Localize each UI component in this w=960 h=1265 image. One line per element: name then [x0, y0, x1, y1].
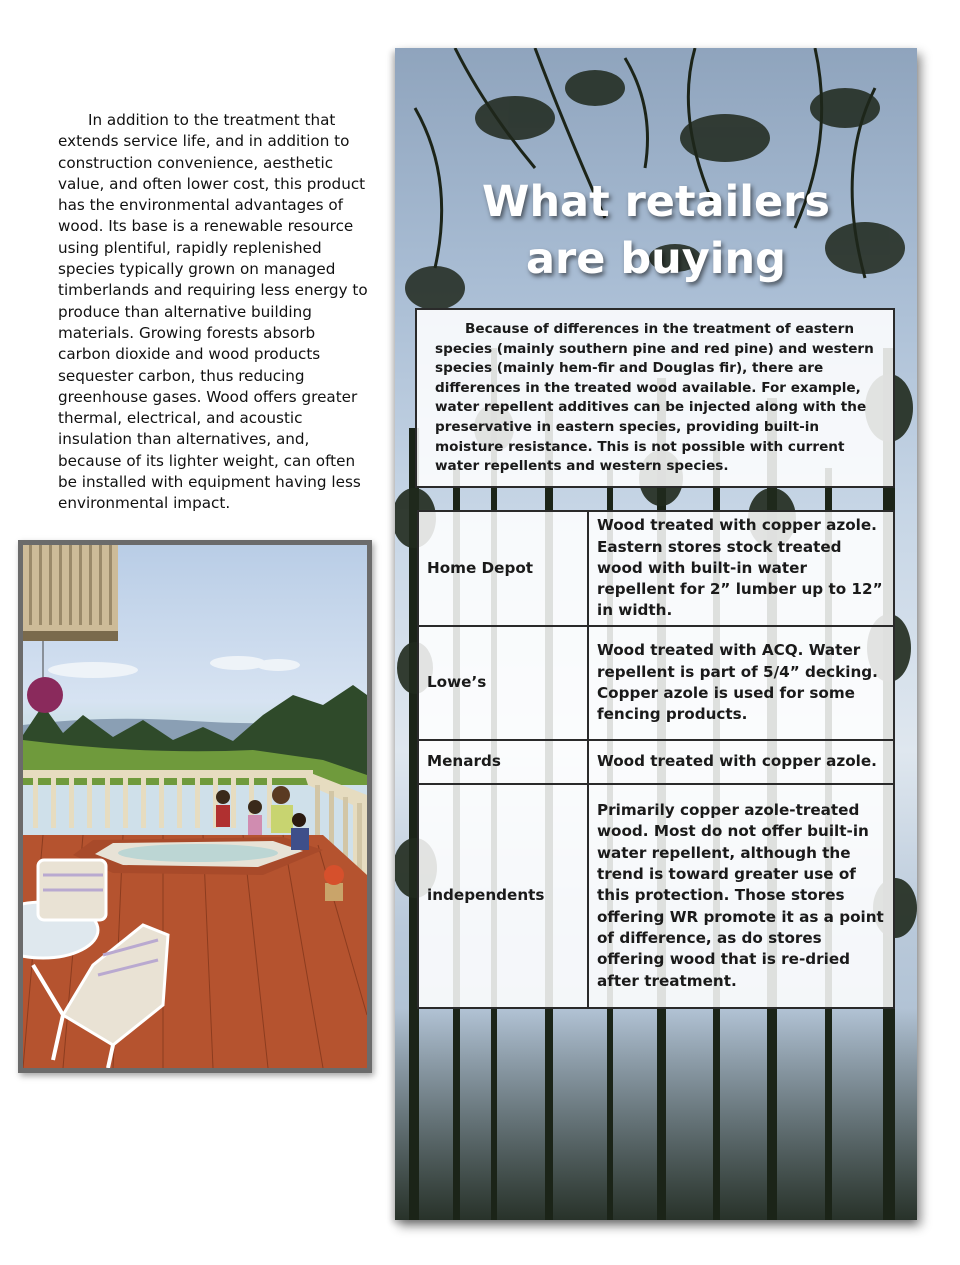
sidebar-headline [395, 174, 917, 288]
retailers-sidebar [395, 48, 917, 1220]
retailer-name: Menards [418, 740, 588, 784]
retailer-description: Primarily copper azole-treated wood. Most do not offer built-in water repellent, although the trend is toward greater use of this protection. Those stores offering WR promote it as a point of difference, as do stores offering wood that is re-dried after treatment. [588, 784, 894, 1008]
deck-photo [23, 545, 367, 1068]
table-row [418, 784, 894, 1008]
table-row [418, 511, 894, 626]
retailer-description: Wood treated with ACQ. Water repellent is part of 5/4” decking. Copper azole is used for some fencing products. [588, 626, 894, 740]
deck-photo-frame [18, 540, 372, 1073]
table-row [418, 626, 894, 740]
headline-line-2: are buying [526, 234, 786, 284]
retailer-name: independents [418, 784, 588, 1008]
retailer-description: Wood treated with copper azole. [588, 740, 894, 784]
table-row [418, 740, 894, 784]
intro-box: Because of differences in the treatment of eastern species (mainly southern pine and red pine) and western species (mainly hem-fir and Douglas fir), there are differences in the treated wood available. For example, water repellent additives can be injected along with the preservative in eastern species, providing built-in moisture resistance. This is not possible with current water repellents and western species. [415, 308, 895, 488]
retailers-table [417, 510, 895, 1009]
retailer-name: Home Depot [418, 511, 588, 626]
retailer-description: Wood treated with copper azole. Eastern stores stock treated wood with built-in water repellent for 2” lumber up to 12” in width. [588, 511, 894, 626]
retailer-name: Lowe’s [418, 626, 588, 740]
article-paragraph: In addition to the treatment that extends service life, and in addition to construction convenience, aesthetic value, and often lower cost, this product has the environmental advantages of wood. Its base is a renewable resource using plentiful, rapidly replenished species typically grown on managed timberlands and requiring less energy to produce than alternative building materials. Growing forests absorb carbon dioxide and wood products sequester carbon, thus reducing greenhouse gases. Wood offers greater thermal, electrical, and acoustic insulation than alternatives, and, because of its lighter weight, can often be installed with equipment having less environmental impact. [58, 111, 368, 513]
headline-line-1: What retailers [482, 177, 830, 227]
